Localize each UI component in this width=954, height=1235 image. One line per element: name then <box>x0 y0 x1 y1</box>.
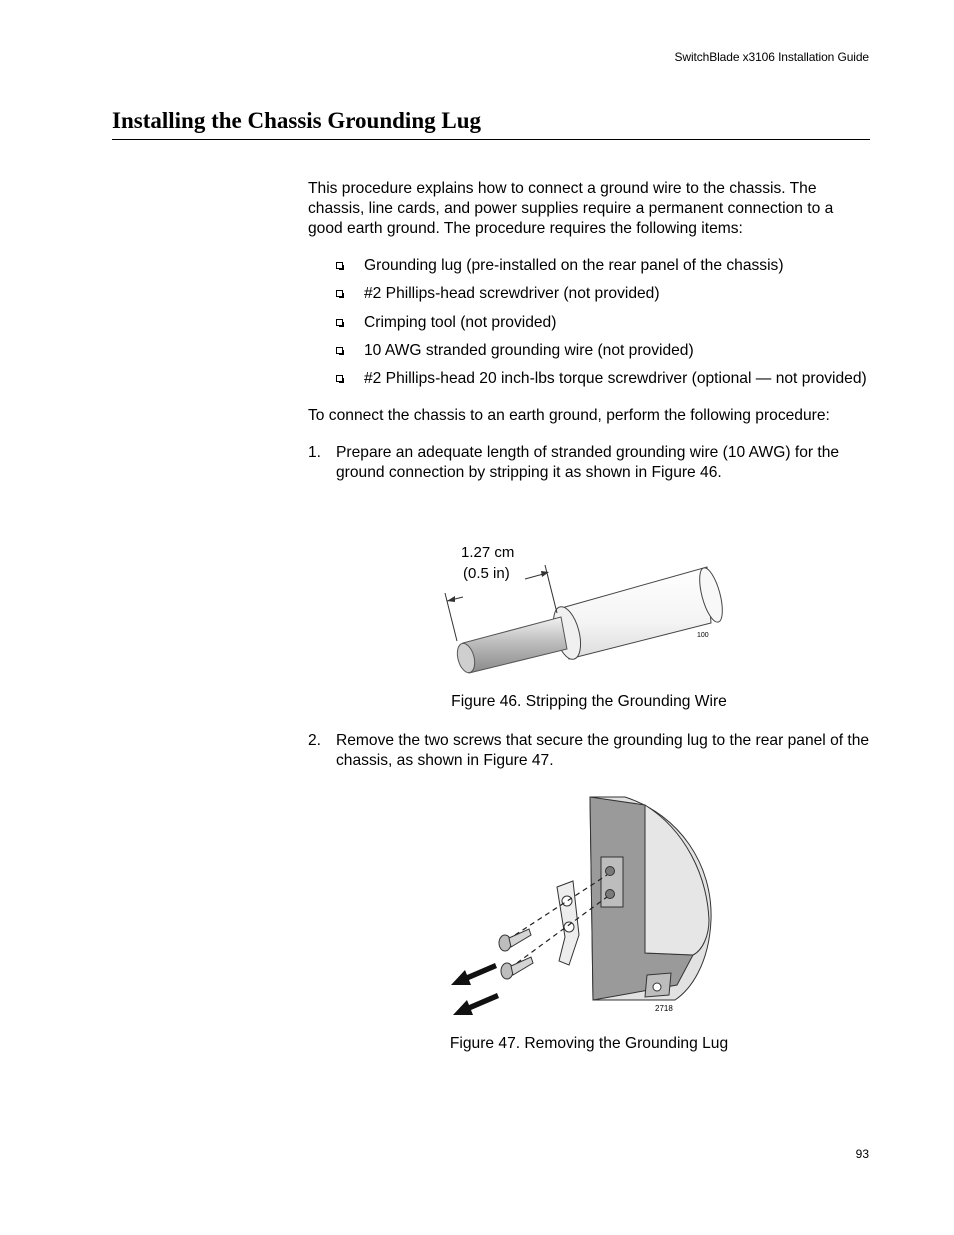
checkbox-bullet-icon <box>336 290 343 297</box>
screw-icon <box>499 929 531 951</box>
step-text: Prepare an adequate length of stranded grounding wire (10 AWG) for the ground connection by stripping it as shown in Figure 46. <box>336 444 840 482</box>
page-number: 93 <box>855 1147 869 1161</box>
step-1 <box>308 443 870 483</box>
list-item: Crimping tool (not provided) <box>336 313 870 333</box>
procedure-intro: To connect the chassis to an earth ground, perform the following procedure: <box>308 407 830 425</box>
checkbox-bullet-icon <box>336 262 343 269</box>
figure-46-stripped-wire <box>435 535 735 680</box>
arrow-icon <box>453 993 499 1015</box>
arrow-icon <box>451 963 497 985</box>
section-title: Installing the Chassis Grounding Lug <box>112 106 870 140</box>
list-item: #2 Phillips-head 20 inch-lbs torque screwdriver (optional — not provided) <box>336 369 870 389</box>
step-2-container <box>308 731 870 771</box>
figure-47-removing-lug <box>445 795 720 1025</box>
step-number: 2. <box>308 732 322 749</box>
step-number: 1. <box>308 444 322 462</box>
list-item: #2 Phillips-head screwdriver (not provided) <box>336 284 870 304</box>
figure-47-caption: Figure 47. Removing the Grounding Lug <box>449 1035 729 1052</box>
running-header: SwitchBlade x3106 Installation Guide <box>674 50 869 64</box>
list-item: 10 AWG stranded grounding wire (not provided) <box>336 341 870 361</box>
checkbox-bullet-icon <box>336 347 343 354</box>
list-item: Grounding lug (pre-installed on the rear panel of the chassis) <box>336 256 870 276</box>
required-items-list <box>308 256 870 389</box>
screw-icon <box>501 957 533 979</box>
dimension-cm-label: 1.27 cm <box>461 544 515 561</box>
intro-paragraph: This procedure explains how to connect a ground wire to the chassis. The chassis, line cards, and power supplies require a permanent connection to a good earth ground. The procedure requires the following items: <box>308 180 834 237</box>
checkbox-bullet-icon <box>336 319 343 326</box>
step-2 <box>308 731 870 771</box>
checkbox-bullet-icon <box>336 375 343 382</box>
figure-id-label: 100 <box>697 632 709 639</box>
body-content <box>308 179 870 483</box>
dimension-in-label: (0.5 in) <box>463 565 510 582</box>
figure-46-caption: Figure 46. Stripping the Grounding Wire <box>451 693 727 710</box>
step-text: Remove the two screws that secure the grounding lug to the rear panel of the chassis, as shown in Figure 47. <box>336 732 870 769</box>
figure-id-label: 2718 <box>655 1004 673 1013</box>
